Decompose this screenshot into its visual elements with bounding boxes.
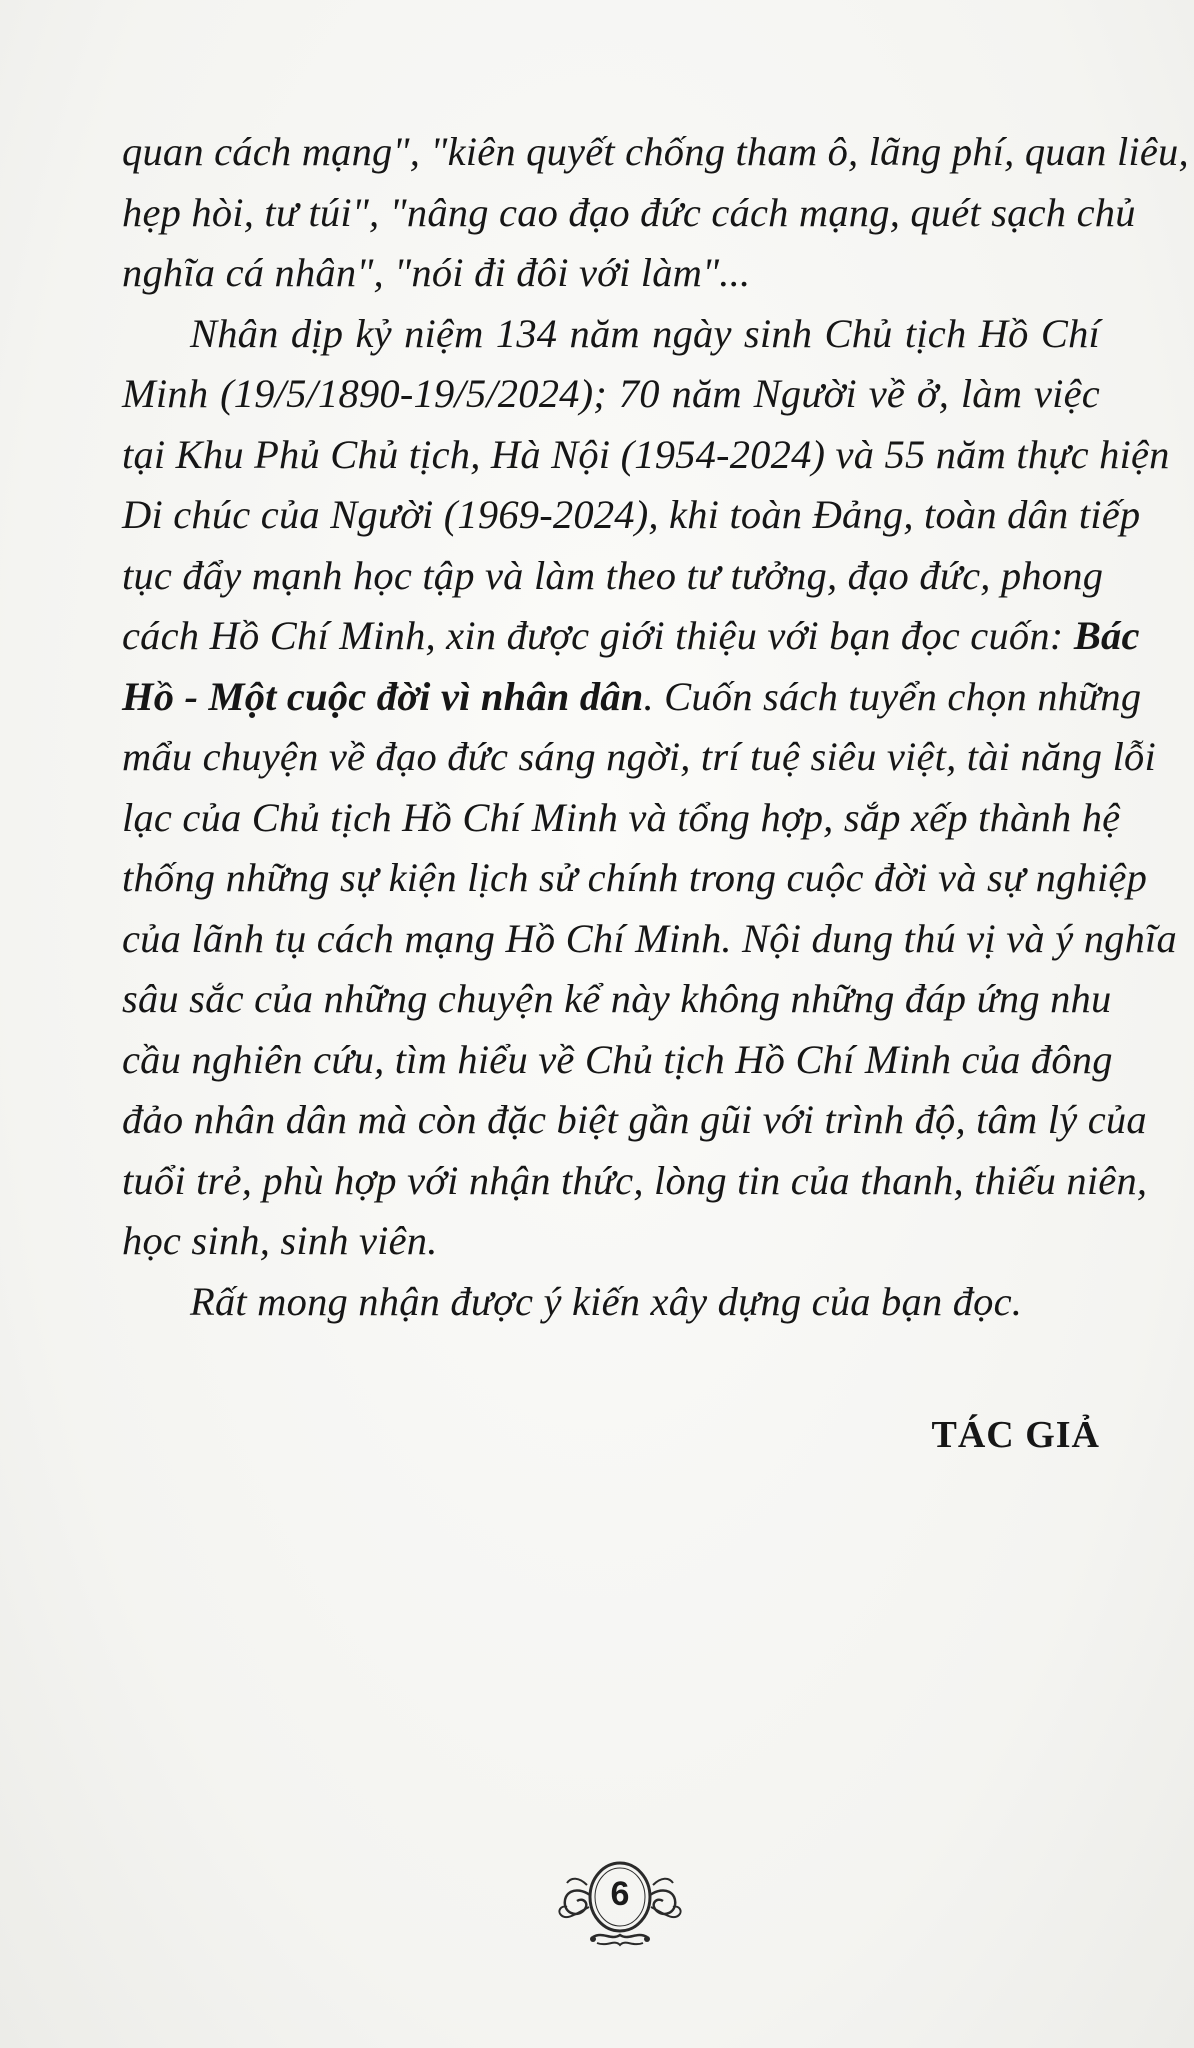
paragraph-2-line-5: tục đẩy mạnh học tập và làm theo tư tưởng, đạo đức, phong <box>122 552 1104 598</box>
paragraph-2-line-10: thống những sự kiện lịch sử chính trong cuộc đời và sự nghiệp <box>122 855 1148 900</box>
book-title-part-1: Bác <box>1073 613 1140 658</box>
body-text <box>122 122 1189 1332</box>
book-title-part-2: Hồ - Một cuộc đời vì nhân dân <box>122 673 644 719</box>
paragraph-2-line-6 <box>122 606 1140 667</box>
paragraph-2-line-12: sâu sắc của những chuyện kể này không những đáp ứng nhu <box>122 976 1112 1021</box>
paragraph-3: Rất mong nhận được ý kiến xây dựng của bạn đọc. <box>190 1278 1023 1324</box>
paragraph-2-line-6-text: cách Hồ Chí Minh, xin được giới thiệu với bạn đọc cuốn: <box>122 613 1064 658</box>
paragraph-2-line-2: Minh (19/5/1890-19/5/2024); 70 năm Người về ở, làm việc <box>122 371 1100 416</box>
paragraph-2-line-9: lạc của Chủ tịch Hồ Chí Minh và tổng hợp, sắp xếp thành hệ <box>122 794 1121 840</box>
paragraph-2-line-14: đảo nhân dân mà còn đặc biệt gần gũi với trình độ, tâm lý của <box>122 1097 1147 1142</box>
paragraph-2-line-3: tại Khu Phủ Chủ tịch, Hà Nội (1954-2024) và 55 năm thực hiện <box>122 431 1170 477</box>
paragraph-2-line-7 <box>122 667 1142 728</box>
paragraph-2-line-16: học sinh, sinh viên. <box>122 1218 438 1263</box>
paragraph-2-line-13: cầu nghiên cứu, tìm hiểu về Chủ tịch Hồ Chí Minh của đông <box>122 1036 1113 1082</box>
author-signature: TÁC GIẢ <box>931 1414 1100 1456</box>
paragraph-1-line-2: hẹp hòi, tư túi", "nâng cao đạo đức cách mạng, quét sạch chủ <box>122 189 1136 235</box>
paragraph-2-line-15: tuổi trẻ, phù hợp với nhận thức, lòng tin của thanh, thiếu niên, <box>122 1157 1148 1203</box>
paragraph-2-line-11: của lãnh tụ cách mạng Hồ Chí Minh. Nội dung thú vị và ý nghĩa <box>122 915 1177 961</box>
paragraph-1-line-3: nghĩa cá nhân", "nói đi đôi với làm"... <box>122 250 751 295</box>
paragraph-2-line-1: Nhân dịp kỷ niệm 134 năm ngày sinh Chủ tịch Hồ Chí <box>190 310 1100 356</box>
page-number: 6 <box>610 1875 630 1913</box>
paragraph-2-line-4: Di chúc của Người (1969-2024), khi toàn Đảng, toàn dân tiếp <box>122 492 1141 537</box>
paragraph-2-after-title: . Cuốn sách tuyển chọn những <box>643 673 1142 719</box>
page-number-ornament <box>545 1855 695 1965</box>
paragraph-1-line-1: quan cách mạng", "kiên quyết chống tham ô, lãng phí, quan liêu, <box>122 129 1189 174</box>
paragraph-2-line-8: mẩu chuyện về đạo đức sáng ngời, trí tuệ siêu việt, tài năng lỗi <box>122 734 1156 779</box>
